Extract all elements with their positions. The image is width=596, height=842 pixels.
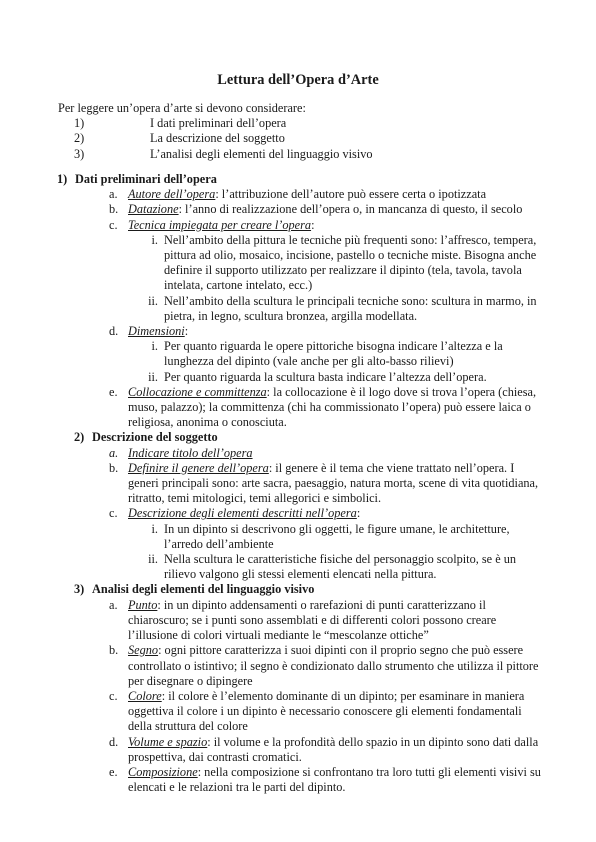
item-marker: e. — [109, 764, 118, 779]
item-text: : in un dipinto addensamenti o rarefazioni di punti caratterizzano il chiaroscuro; se i punti sono assemblati e di differenti colori possono creare l’illusione di colori virtuali mediante le “mescolanze ottiche” — [128, 597, 497, 643]
intro-item-number: 1) — [74, 116, 85, 131]
section-title: Descrizione del soggetto — [92, 430, 218, 445]
intro-list — [58, 116, 548, 162]
sub-item-marker: ii. — [148, 552, 158, 567]
section-title: Analisi degli elementi del linguaggio visivo — [92, 582, 315, 597]
item-marker: c. — [109, 506, 118, 521]
list-item — [57, 765, 547, 795]
item-marker: e. — [109, 384, 118, 399]
section-number: 1) — [57, 172, 68, 186]
section-heading — [57, 430, 547, 445]
item-term: Collocazione e committenza — [128, 384, 267, 399]
sub-item — [128, 294, 547, 324]
sub-list — [128, 522, 547, 583]
item-text: : il volume e la profondità dello spazio in un dipinto sono dati dalla prospettiva, dai contrasti cromatici. — [128, 734, 539, 764]
list-item — [57, 598, 547, 644]
sections — [57, 172, 547, 795]
section-number: 2) — [74, 430, 85, 445]
section-items — [57, 446, 547, 583]
intro-item — [58, 147, 548, 162]
section-number: 3) — [74, 582, 85, 597]
item-text: : — [356, 506, 361, 521]
list-item — [57, 324, 547, 385]
list-item — [57, 446, 547, 461]
intro-item-text: L’analisi degli elementi del linguaggio visivo — [150, 146, 373, 161]
intro-item-number: 2) — [74, 131, 85, 146]
sub-item — [128, 233, 547, 294]
item-marker: b. — [109, 202, 119, 217]
item-marker: b. — [109, 460, 119, 475]
sub-item-text: Nell’ambito della scultura le principali tecniche sono: scultura in marmo, in pietra, in legno, scultura bronzea, argilla modellata. — [164, 293, 537, 323]
sub-item — [128, 522, 547, 552]
sub-item-text: Nell’ambito della pittura le tecniche più frequenti sono: l’affresco, tempera, pittura ad olio, mosaico, incisione, pastello o tecniche miste. Bisogna anche definire il supporto utilizzato per realizzare il dipinto (tela, tavola, tavola intelata, cartone intelato, ecc.) — [164, 232, 537, 293]
section-subject-description — [57, 430, 547, 582]
item-term: Descrizione degli elementi descritti nell’opera — [128, 506, 357, 521]
sub-item-marker: ii. — [148, 293, 158, 308]
item-marker: c. — [109, 217, 118, 232]
sub-item-text: Nella scultura le caratteristiche fisiche del personaggio scolpito, se è un rilievo valgono gli stessi elementi elencati nella pittura. — [164, 552, 517, 582]
sub-item-marker: i. — [151, 521, 158, 536]
section-heading — [57, 172, 547, 187]
list-item — [57, 643, 547, 689]
sub-list — [128, 233, 547, 324]
sub-item — [128, 370, 547, 385]
intro-item-text: I dati preliminari dell’opera — [150, 116, 287, 131]
section-visual-language-analysis — [57, 582, 547, 795]
item-marker: c. — [109, 688, 118, 703]
list-item — [57, 187, 547, 202]
item-text: : la collocazione è il logo dove si trova l’opera (chiesa, muso, palazzo); la committenza (chi ha commissionato l’opera) può essere laica o religiosa, anonima o conosciuta. — [128, 384, 537, 430]
intro-item-text: La descrizione del soggetto — [150, 131, 285, 146]
item-text: : — [184, 324, 189, 339]
sub-item-marker: i. — [151, 232, 158, 247]
intro-item — [58, 116, 548, 131]
item-term: Punto — [128, 597, 158, 612]
list-item — [57, 735, 547, 765]
intro-item — [58, 131, 548, 146]
item-marker: b. — [109, 643, 119, 658]
section-preliminary-data — [57, 172, 547, 430]
item-term: Autore dell’opera — [128, 187, 216, 202]
item-text: : nella composizione si confrontano tra loro tutti gli elementi visivi su elencati e le relazioni tra le parti del dipinto. — [128, 764, 541, 795]
sub-item-marker: ii. — [148, 369, 158, 384]
item-text: : il genere è il tema che viene trattato nell’opera. I generi principali sono: arte sacra, paesaggio, natura morta, scene di vita quotidiana, ritratto, temi mitologici, temi allegorici e simbolici. — [128, 460, 539, 506]
section-title: Dati preliminari dell’opera — [75, 172, 217, 186]
item-term: Composizione — [128, 764, 198, 779]
item-text: : — [311, 217, 315, 232]
section-items — [57, 187, 547, 430]
item-text: : l’anno di realizzazione dell’opera o, in mancanza di questo, il secolo — [178, 202, 523, 217]
list-item — [57, 461, 547, 507]
sub-item-marker: i. — [151, 339, 158, 354]
intro-item-number: 3) — [74, 146, 85, 161]
item-term: Tecnica impiegata per creare l’opera — [128, 217, 312, 232]
item-marker: a. — [109, 187, 118, 202]
item-marker: d. — [109, 324, 119, 339]
list-item — [57, 202, 547, 217]
item-text: : ogni pittore caratterizza i suoi dipinti con il proprio segno che può essere controllato o istintivo; il segno è condizionato dallo strumento che utilizza il pittore per disegnare o dipingere — [128, 643, 539, 688]
item-marker: a. — [109, 597, 118, 612]
item-marker: d. — [109, 734, 119, 749]
sub-item-text: Per quanto riguarda la scultura basta indicare l’altezza dell’opera. — [164, 369, 487, 384]
sub-item — [128, 552, 547, 582]
item-marker: a. — [109, 445, 119, 460]
intro-lead: Per leggere un’opera d’arte si devono considerare: — [58, 101, 306, 115]
list-item — [57, 218, 547, 324]
sub-item-text: Per quanto riguarda le opere pittoriche bisogna indicare l’altezza e la lunghezza del dipinto (vale anche per gli alto-basso rilievi) — [164, 339, 503, 369]
item-term: Dimensioni — [128, 324, 185, 339]
item-term: Definire il genere dell’opera — [128, 460, 269, 475]
item-term: Datazione — [128, 202, 179, 217]
sub-item-text: In un dipinto si descrivono gli oggetti, le figure umane, le architetture, l’arredo dell’ambiente — [164, 521, 510, 551]
list-item — [57, 385, 547, 431]
intro — [58, 101, 548, 162]
list-item — [57, 689, 547, 735]
item-term: Indicare titolo dell’opera — [128, 445, 253, 460]
document-title: Lettura dell’Opera d’Arte — [217, 72, 379, 88]
list-item — [57, 506, 547, 582]
sub-item — [128, 339, 547, 369]
item-text: : l’attribuzione dell’autore può essere certa o ipotizzata — [215, 187, 487, 202]
item-term: Volume e spazio — [128, 734, 208, 749]
sub-list — [128, 339, 547, 385]
item-text: : il colore è l’elemento dominante di un dipinto; per esaminare in maniera oggettiva il colore i un dipinto è necessario conoscere gli elementi fondamentali della struttura del colore — [128, 688, 525, 734]
section-items — [57, 598, 547, 796]
item-term: Segno — [128, 643, 159, 658]
item-term: Colore — [128, 688, 162, 703]
section-heading — [57, 582, 547, 597]
